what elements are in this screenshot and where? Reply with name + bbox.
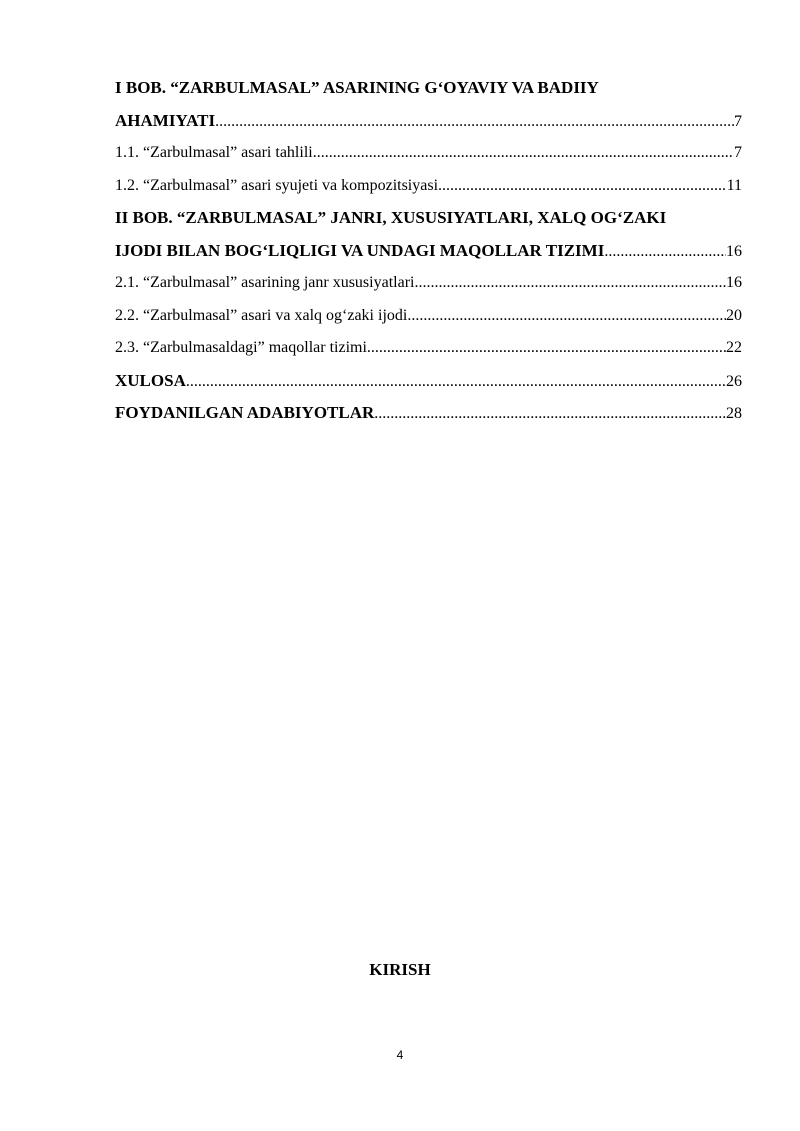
table-of-contents xyxy=(115,72,742,430)
toc-page-number: 22 xyxy=(726,339,742,356)
toc-entry-1-1[interactable] xyxy=(115,137,742,170)
toc-entry-label: 1.1. “Zarbulmasal” asari tahlili xyxy=(115,144,313,161)
toc-entry-2-2[interactable] xyxy=(115,300,742,333)
dot-leader xyxy=(186,366,726,399)
toc-page-number: 11 xyxy=(726,176,742,194)
dot-leader xyxy=(215,106,734,139)
toc-chapter-1-line-1 xyxy=(115,72,742,105)
dot-leader xyxy=(374,398,726,431)
toc-entry-2-1[interactable] xyxy=(115,267,742,300)
toc-bibliography-label: FOYDANILGAN ADABIYOTLAR xyxy=(115,403,375,422)
dot-leader xyxy=(414,267,726,300)
toc-page-number: 7 xyxy=(734,112,742,130)
dot-leader xyxy=(367,332,726,365)
toc-chapter-1-title-line-1: I BOB. “ZARBULMASAL” ASARINING G‘OYAVIY VA BADIIY xyxy=(115,78,599,97)
toc-page-number: 26 xyxy=(726,372,742,390)
toc-conclusion-label: XULOSA xyxy=(115,370,186,390)
dot-leader xyxy=(407,300,726,333)
toc-chapter-2-title-line-2: IJODI BILAN BOG‘LIQLIGI VA UNDAGI MAQOLLAR TIZIMI xyxy=(115,240,605,260)
toc-page-number: 28 xyxy=(726,405,742,422)
dot-leader xyxy=(438,170,727,203)
toc-entry-label: 2.3. “Zarbulmasaldagi” maqollar tizimi xyxy=(115,339,367,356)
toc-conclusion[interactable] xyxy=(115,365,742,398)
toc-entry-label: 2.2. “Zarbulmasal” asari va xalq og‘zaki ijodi xyxy=(115,306,408,324)
toc-chapter-2-line-2[interactable] xyxy=(115,235,742,268)
toc-entry-label: 1.2. “Zarbulmasal” asari syujeti va kompozitsiyasi xyxy=(115,176,439,194)
toc-chapter-1-title-line-2: AHAMIYATI xyxy=(115,110,216,130)
toc-chapter-2-title-line-1: II BOB. “ZARBULMASAL” JANRI, XUSUSIYATLARI, XALQ OG‘ZAKI xyxy=(115,208,667,227)
toc-chapter-2-line-1 xyxy=(115,202,742,235)
dot-leader xyxy=(313,137,734,170)
toc-page-number: 7 xyxy=(734,144,742,161)
dot-leader xyxy=(604,236,726,269)
toc-bibliography[interactable] xyxy=(115,397,742,430)
toc-page-number: 16 xyxy=(726,274,742,291)
toc-entry-1-2[interactable] xyxy=(115,170,742,203)
toc-entry-label: 2.1. “Zarbulmasal” asarining janr xususiyatlari xyxy=(115,274,415,291)
toc-page-number: 20 xyxy=(726,306,742,324)
section-heading: KIRISH xyxy=(369,960,431,979)
toc-chapter-1-line-2[interactable] xyxy=(115,105,742,138)
toc-page-number: 16 xyxy=(726,242,742,260)
toc-entry-2-3[interactable] xyxy=(115,332,742,365)
page-number: 4 xyxy=(396,1048,404,1062)
